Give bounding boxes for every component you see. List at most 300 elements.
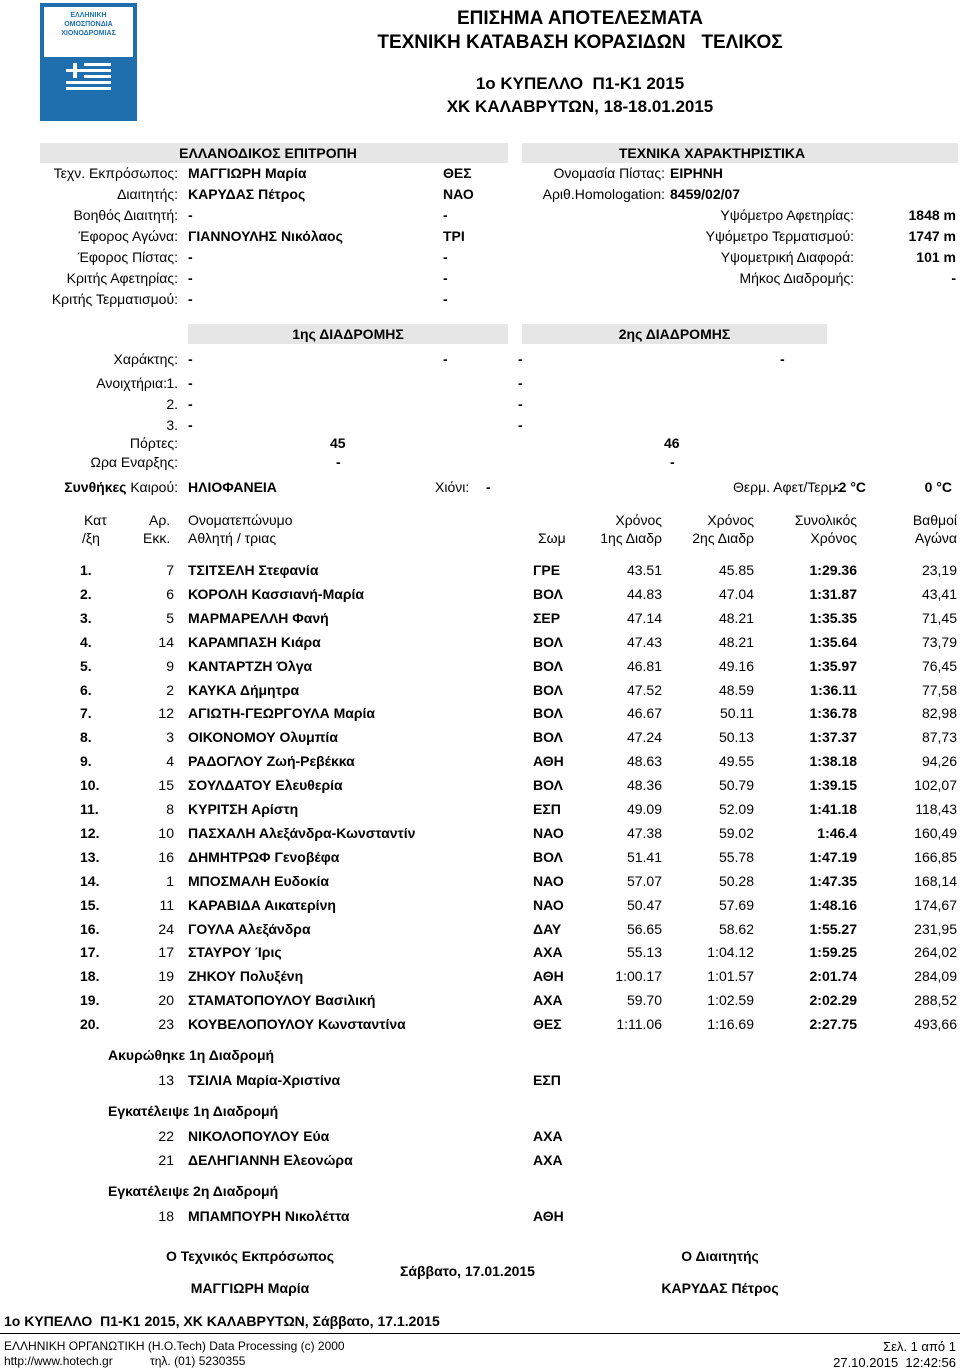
result-total: 1:35.35 [809, 609, 857, 626]
result-name: ΜΠΟΣΜΑΛΗ Ευδοκία [188, 872, 330, 889]
col-bib: Εκκ. [143, 530, 171, 546]
result-total: 2:01.74 [809, 968, 857, 985]
result-bib: 24 [158, 920, 174, 937]
result-total: 1:47.35 [809, 872, 857, 889]
footer-event: 1ο ΚΥΠΕΛΛΟ Π1-Κ1 2015, ΧΚ ΚΑΛΑΒΡΥΤΩΝ, Σάββατο, 17.1.2015 [4, 1313, 440, 1329]
jury-label: Τεχν. Εκπρόσωπος: [53, 165, 178, 181]
footer-page: Σελ. 1 από 1 [883, 1339, 956, 1354]
table-row [0, 921, 960, 945]
result-run2: 50.11 [720, 705, 754, 722]
gates2: 46 [664, 435, 680, 451]
homol-label: Αριθ.Homologation: [542, 186, 665, 202]
jury-label: Κριτής Τερματισμού: [51, 291, 178, 307]
table-row [0, 729, 960, 753]
greek-flag-icon [66, 63, 111, 93]
logo-line: ΟΜΟΣΠΟΝΔΙΑ [64, 21, 113, 28]
dnf1-title: Εγκατέλειψε 1η Διαδρομή [108, 1103, 279, 1119]
federation-logo [40, 3, 137, 121]
result-run1: 48.36 [626, 777, 662, 794]
result-club: ΒΟΛ [533, 777, 563, 794]
jury-name: ΓΙΑΝΝΟΥΛΗΣ Νικόλαος [188, 228, 343, 244]
jury-label: Βοηθός Διαιτητή: [73, 207, 178, 223]
gates-label: Πόρτες: [129, 435, 178, 451]
forerunner2: - [518, 417, 523, 433]
result-bib: 6 [166, 585, 174, 602]
table-row [0, 873, 960, 897]
result-points: 76,45 [921, 657, 957, 674]
result-run2: 58.62 [718, 920, 754, 937]
result-rank: 5. [80, 657, 92, 674]
result-rank: 15. [80, 896, 100, 913]
result-rank: 12. [80, 824, 100, 841]
result-club: ΝΑΟ [533, 896, 564, 913]
col-run1: Χρόνος [615, 512, 662, 528]
table-row [0, 777, 960, 801]
result-points: 23,19 [921, 562, 957, 578]
run1-title: 1ης ΔΙΑΔΡΟΜΗΣ [292, 326, 404, 342]
logo-line: ΧΙΟΝΟΔΡΟΜΙΑΣ [61, 30, 116, 37]
footer-org: ΕΛΛΗΝΙΚΗ ΟΡΓΑΝΩΤΙΚΗ (Η.Ο.Tech) Data Processing (c) 2000 [4, 1339, 345, 1353]
tech-label: Υψομετρική Διαφορά: [720, 249, 854, 265]
tech-value: 1747 m [908, 228, 956, 244]
jury-club: - [443, 270, 448, 286]
piste-name: ΕΙΡΗΝΗ [670, 165, 723, 181]
result-run2: 49.55 [718, 753, 754, 770]
result-run2: 52.09 [718, 801, 754, 817]
forerunner2: - [518, 375, 523, 391]
result-points: 43,41 [921, 585, 957, 602]
col-run2: Χρόνος [707, 512, 754, 528]
result-club: ΘΕΣ [533, 1016, 562, 1033]
header-line-3: 1ο ΚΥΠΕΛΛΟ Π1-Κ1 2015 [475, 74, 685, 93]
result-rank: 8. [80, 729, 92, 746]
result-club: ΒΟΛ [533, 848, 563, 865]
forerunner-num: 3. [166, 417, 178, 433]
result-name: ΓΟΥΛΑ Αλεξάνδρα [188, 920, 311, 937]
result-run1: 1:11.06 [616, 1016, 662, 1033]
result-club: ΝΑΟ [533, 872, 564, 889]
dnf1-club: ΑΧΑ [533, 1152, 563, 1168]
jury-name: - [188, 207, 193, 223]
col-rank: Κατ [84, 512, 107, 528]
col-rank: /ξη [82, 530, 100, 546]
col-run1: 1ης Διαδρ [600, 530, 662, 546]
result-points: 102,07 [914, 777, 957, 794]
result-total: 1:55.27 [809, 920, 857, 937]
footer-rule [0, 1333, 960, 1334]
td-title: Ο Τεχνικός Εκπρόσωπος [166, 1248, 334, 1264]
result-points: 94,26 [921, 753, 957, 770]
table-row [0, 992, 960, 1016]
result-club: ΒΟΛ [533, 585, 563, 602]
result-name: ΚΟΥΒΕΛΟΠΟΥΛΟΥ Κωνσταντίνα [188, 1016, 406, 1033]
result-run2: 1:04.12 [707, 944, 754, 961]
forerunner2: - [518, 396, 523, 412]
result-club: ΑΘΗ [533, 968, 564, 985]
dsq-club: ΕΣΠ [533, 1072, 561, 1088]
result-points: 284,09 [914, 968, 957, 985]
tech-label: Μήκος Διαδρομής: [739, 270, 854, 286]
col-points: Αγώνα [914, 530, 957, 546]
weather-value: ΗΛΙΟΦΑΝΕΙΑ [188, 479, 277, 495]
result-bib: 1 [166, 872, 174, 889]
result-run1: 55.13 [626, 944, 662, 961]
signature-date: Σάββατο, 17.01.2015 [400, 1263, 535, 1279]
result-bib: 12 [158, 705, 174, 722]
table-row [0, 753, 960, 777]
result-total: 1:29.36 [809, 562, 857, 578]
result-name: ΣΤΑΜΑΤΟΠΟΥΛΟΥ Βασιλική [188, 992, 376, 1009]
result-name: ΔΗΜΗΤΡΩΦ Γενοβέφα [188, 848, 340, 865]
result-club: ΣΕΡ [533, 609, 561, 626]
weather-label-bold: Συνθήκες [64, 479, 127, 495]
result-run2: 47.04 [718, 585, 754, 602]
result-club: ΑΧΑ [533, 944, 563, 961]
result-points: 166,85 [914, 848, 957, 865]
result-run1: 51.41 [626, 848, 662, 865]
col-club: Σωμ [538, 530, 566, 546]
result-points: 71,45 [921, 609, 957, 626]
setter1-club: - [443, 351, 448, 367]
result-rank: 18. [80, 968, 100, 985]
temp-start: -2 °C [834, 479, 867, 495]
dnf2-title: Εγκατέλειψε 2η Διαδρομή [108, 1183, 279, 1199]
run2-title: 2ης ΔΙΑΔΡΟΜΗΣ [618, 326, 731, 342]
result-run1: 44.83 [626, 585, 662, 602]
result-run2: 48.21 [718, 609, 754, 626]
result-run1: 47.52 [626, 681, 662, 698]
dsq-title: Ακυρώθηκε 1η Διαδρομή [108, 1047, 275, 1063]
setter2-club: - [780, 351, 785, 367]
result-run2: 59.02 [718, 824, 754, 841]
header-line-4: ΧΚ ΚΑΛΑΒΡΥΤΩΝ, 18-18.01.2015 [446, 97, 714, 116]
result-run2: 50.79 [718, 777, 754, 794]
table-row [0, 944, 960, 968]
result-total: 2:02.29 [809, 992, 857, 1009]
result-total: 1:35.64 [809, 633, 857, 650]
setter-label: Χαράκτης: [113, 351, 178, 367]
result-run2: 49.16 [718, 657, 754, 674]
result-total: 1:59.25 [809, 944, 857, 961]
result-name: ΚΑΡΑΒΙΔΑ Αικατερίνη [188, 896, 336, 913]
jury-title: ΕΛΛΑΝΟΔΙΚΟΣ ΕΠΙΤΡΟΠΗ [179, 145, 357, 161]
result-points: 160,49 [914, 824, 957, 841]
result-bib: 23 [158, 1016, 174, 1033]
start-time1: - [336, 454, 341, 470]
col-total: Συνολικός [794, 512, 857, 528]
result-points: 73,79 [921, 633, 957, 650]
col-run2: 2ης Διαδρ [692, 530, 754, 546]
flag-cross [66, 69, 84, 72]
table-row [0, 825, 960, 849]
result-run2: 55.78 [718, 848, 754, 865]
result-name: ΣΤΑΥΡΟΥ Ίρις [188, 944, 282, 961]
result-bib: 3 [166, 729, 174, 746]
result-total: 1:48.16 [809, 896, 857, 913]
result-run1: 46.67 [626, 705, 662, 722]
td-name: ΜΑΓΓΙΩΡΗ Μαρία [190, 1280, 310, 1296]
result-name: ΣΟΥΛΔΑΤΟΥ Ελευθερία [188, 777, 343, 794]
result-club: ΑΘΗ [533, 753, 564, 770]
result-rank: 14. [80, 872, 100, 889]
footer-tel: τηλ. (01) 5230355 [150, 1354, 246, 1368]
result-run2: 1:16.69 [707, 1016, 754, 1033]
result-points: 82,98 [921, 705, 957, 722]
result-points: 288,52 [914, 992, 957, 1009]
jury-label: Έφορος Πίστας: [77, 249, 178, 265]
result-rank: 10. [80, 777, 100, 794]
result-rank: 3. [80, 609, 92, 626]
result-total: 2:27.75 [809, 1016, 857, 1033]
forerunner-num: 1. [166, 375, 178, 391]
result-name: ΡΑΔΟΓΛΟΥ Ζωή-Ρεβέκκα [188, 753, 355, 770]
result-run2: 48.59 [718, 681, 754, 698]
forerunner-num: 2. [166, 396, 178, 412]
result-bib: 2 [166, 681, 174, 698]
result-run1: 1:00.17 [615, 968, 662, 985]
result-club: ΔΑΥ [533, 920, 562, 937]
result-rank: 20. [80, 1016, 100, 1033]
result-club: ΒΟΛ [533, 705, 563, 722]
result-run1: 47.43 [626, 633, 662, 650]
result-club: ΕΣΠ [533, 801, 561, 817]
dnf2-club: ΑΘΗ [533, 1208, 564, 1224]
result-points: 174,67 [914, 896, 957, 913]
jury-club: - [443, 249, 448, 265]
dnf2-name: ΜΠΑΜΠΟΥΡΗ Νικολέττα [188, 1208, 350, 1224]
result-club: ΒΟΛ [533, 633, 563, 650]
result-rank: 19. [80, 992, 100, 1009]
forerunner1: - [188, 396, 193, 412]
result-name: ΜΑΡΜΑΡΕΛΛΗ Φανή [188, 609, 329, 626]
result-run2: 48.21 [718, 633, 754, 650]
table-row [0, 897, 960, 921]
result-bib: 19 [158, 968, 174, 985]
result-name: ΚΑΡΑΜΠΑΣΗ Κιάρα [188, 633, 321, 650]
forerunners-label: Ανοιχτήρια: [96, 375, 167, 391]
dnf1-bib: 21 [158, 1152, 174, 1168]
jury-club: ΘΕΣ [443, 165, 472, 181]
result-total: 1:36.78 [809, 705, 857, 722]
result-run1: 47.24 [626, 729, 662, 746]
result-bib: 11 [159, 896, 174, 913]
result-name: ΤΣΙΤΣΕΛΗ Στεφανία [188, 562, 319, 578]
result-rank: 7. [80, 705, 92, 722]
result-total: 1:36.11 [810, 681, 857, 698]
result-name: ΠΑΣΧΑΛΗ Αλεξάνδρα-Κωνσταντίν [188, 824, 416, 841]
dnf1-club: ΑΧΑ [533, 1128, 563, 1144]
table-row [0, 801, 960, 825]
result-name: ΑΓΙΩΤΗ-ΓΕΩΡΓΟΥΛΑ Μαρία [188, 705, 376, 722]
jury-name: - [188, 291, 193, 307]
result-run2: 1:02.59 [707, 992, 754, 1009]
dnf1-name: ΔΕΛΗΓΙΑΝΝΗ Ελεονώρα [188, 1152, 353, 1168]
start-time2: - [670, 454, 675, 470]
tech-value: 101 m [916, 249, 956, 265]
result-points: 77,58 [921, 681, 957, 698]
result-total: 1:46.4 [817, 824, 857, 841]
logo-line: ΕΛΛΗΝΙΚΗ [70, 12, 107, 19]
table-row [0, 610, 960, 634]
table-row [0, 968, 960, 992]
result-run1: 49.09 [626, 801, 662, 817]
dnf1-bib: 22 [158, 1128, 174, 1144]
jury-label: Έφορος Αγώνα: [78, 228, 178, 244]
result-total: 1:47.19 [809, 848, 857, 865]
result-run1: 56.65 [626, 920, 662, 937]
result-bib: 10 [158, 824, 174, 841]
result-total: 1:37.37 [809, 729, 857, 746]
result-points: 118,43 [915, 801, 957, 817]
weather-label [64, 479, 178, 495]
snow-value: - [486, 479, 491, 495]
jury-club: - [443, 291, 448, 307]
tech-label: Υψόμετρο Αφετηρίας: [720, 207, 854, 223]
jury-label: Κριτής Αφετηρίας: [66, 270, 178, 286]
jury-label: Διαιτητής: [117, 186, 178, 202]
result-bib: 8 [166, 801, 174, 817]
table-row [0, 849, 960, 873]
snow-label: Χιόνι: [435, 479, 470, 495]
col-name: Αθλητή / τριας [188, 530, 277, 546]
result-bib: 16 [158, 848, 174, 865]
referee-title: Ο Διαιτητής [681, 1248, 759, 1264]
result-rank: 2. [80, 585, 92, 602]
result-points: 493,66 [914, 1016, 957, 1033]
tech-label: Υψόμετρο Τερματισμού: [705, 228, 854, 244]
result-name: ΚΥΡΙΤΣΗ Αρίστη [188, 801, 299, 817]
result-bib: 7 [166, 562, 174, 578]
result-total: 1:38.18 [809, 753, 857, 770]
result-rank: 13. [80, 848, 100, 865]
result-run1: 47.38 [626, 824, 662, 841]
footer-url[interactable]: http://www.hotech.gr [4, 1354, 113, 1368]
result-club: ΒΟΛ [533, 681, 563, 698]
col-points: Βαθμοί [912, 512, 957, 528]
result-rank: 16. [80, 920, 100, 937]
weather-label-rest: Καιρού: [126, 479, 178, 495]
result-run1: 48.63 [626, 753, 662, 770]
result-total: 1:39.15 [809, 777, 857, 794]
result-run1: 50.47 [626, 896, 662, 913]
result-points: 231,95 [914, 920, 957, 937]
temp-label: Θερμ. Αφετ/Τερμ: [733, 479, 841, 495]
result-club: ΑΧΑ [533, 992, 563, 1009]
result-name: ΚΑΝΤΑΡΤΖΗ Όλγα [188, 657, 313, 674]
result-run1: 46.81 [626, 657, 662, 674]
result-bib: 17 [158, 944, 174, 961]
header-line-2: ΤΕΧΝΙΚΗ ΚΑΤΑΒΑΣΗ ΚΟΡΑΣΙΔΩΝ ΤΕΛΙΚΟΣ [377, 32, 783, 53]
result-rank: 17. [80, 944, 100, 961]
tech-value: 1848 m [908, 207, 956, 223]
result-bib: 15 [158, 777, 174, 794]
result-total: 1:31.87 [809, 585, 857, 602]
jury-name: - [188, 249, 193, 265]
result-bib: 4 [166, 753, 174, 770]
table-row [0, 658, 960, 682]
result-rank: 9. [80, 753, 92, 770]
result-run1: 59.70 [626, 992, 662, 1009]
result-bib: 20 [158, 992, 174, 1009]
setter1: - [188, 351, 193, 367]
jury-club: ΤΡΙ [443, 228, 465, 244]
forerunner1: - [188, 375, 193, 391]
result-bib: 14 [158, 633, 174, 650]
setter2: - [518, 351, 523, 367]
tech-value: - [951, 270, 956, 286]
dsq-name: ΤΣΙΛΙΑ Μαρία-Χριστίνα [188, 1072, 341, 1088]
result-rank: 1. [80, 562, 92, 578]
result-bib: 9 [166, 657, 174, 674]
result-name: ΚΑΥΚΑ Δήμητρα [188, 681, 300, 698]
result-points: 87,73 [921, 729, 957, 746]
table-row [0, 586, 960, 610]
result-club: ΒΟΛ [533, 729, 563, 746]
result-club: ΓΡΕ [533, 562, 561, 578]
table-row [0, 634, 960, 658]
jury-name: ΜΑΓΓΙΩΡΗ Μαρία [188, 165, 307, 181]
result-name: ΚΟΡΟΛΗ Κασσιανή-Μαρία [188, 585, 365, 602]
jury-club: ΝΑΟ [443, 186, 474, 202]
gates1: 45 [330, 435, 346, 451]
result-club: ΝΑΟ [533, 824, 564, 841]
result-run1: 57.07 [626, 872, 662, 889]
table-row [0, 705, 960, 729]
jury-club: - [443, 207, 448, 223]
start-time-label: Ωρα Εναρξης: [90, 454, 178, 470]
dnf1-name: ΝΙΚΟΛΟΠΟΥΛΟΥ Εύα [188, 1128, 330, 1144]
result-bib: 5 [166, 609, 174, 626]
piste-label: Ονομασία Πίστας: [553, 165, 665, 181]
result-total: 1:35.97 [809, 657, 857, 674]
col-bib: Αρ. [149, 512, 171, 528]
temp-end: 0 °C [924, 479, 952, 495]
jury-name: - [188, 270, 193, 286]
col-name: Ονοματεπώνυμο [188, 512, 293, 528]
result-run2: 57.69 [718, 896, 754, 913]
result-run1: 43.51 [626, 562, 662, 578]
result-run2: 45.85 [718, 562, 754, 578]
result-name: ΟΙΚΟΝΟΜΟΥ Ολυμπία [188, 729, 338, 746]
header-line-1: ΕΠΙΣΗΜΑ ΑΠΟΤΕΛΕΣΜΑΤΑ [456, 8, 704, 29]
forerunner1: - [188, 417, 193, 433]
tech-title: ΤΕΧΝΙΚΑ ΧΑΡΑΚΤΗΡΙΣΤΙΚΑ [618, 145, 806, 161]
dsq-bib: 13 [158, 1072, 174, 1088]
dnf2-bib: 18 [158, 1208, 174, 1224]
result-rank: 6. [80, 681, 92, 698]
result-total: 1:41.18 [809, 801, 857, 817]
footer-timestamp: 27.10.2015 12:42:56 [833, 1355, 956, 1370]
col-total: Χρόνος [810, 530, 857, 546]
result-run2: 50.13 [718, 729, 754, 746]
result-points: 168,14 [914, 872, 957, 889]
result-points: 264,02 [914, 944, 957, 961]
homol-value: 8459/02/07 [670, 186, 741, 202]
logo-text [44, 7, 133, 57]
result-run2: 50.28 [718, 872, 754, 889]
result-run2: 1:01.57 [707, 968, 754, 985]
result-name: ΖΗΚΟΥ Πολυξένη [188, 968, 304, 985]
result-run1: 47.14 [626, 609, 662, 626]
table-row [0, 562, 960, 586]
referee-name: ΚΑΡΥΔΑΣ Πέτρος [661, 1280, 779, 1296]
result-rank: 11. [80, 801, 99, 817]
table-row [0, 682, 960, 706]
jury-name: ΚΑΡΥΔΑΣ Πέτρος [188, 186, 306, 202]
table-row [0, 1016, 960, 1040]
result-rank: 4. [80, 633, 92, 650]
result-club: ΒΟΛ [533, 657, 563, 674]
